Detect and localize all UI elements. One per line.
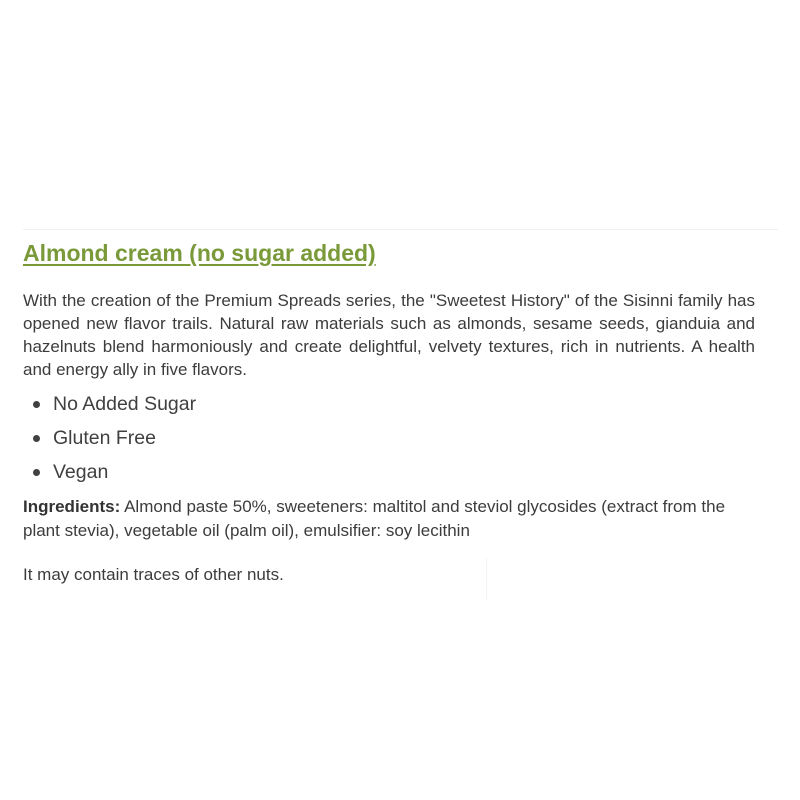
product-title-link[interactable]: Almond cream (no sugar added)	[23, 240, 376, 266]
feature-label: Gluten Free	[53, 427, 156, 449]
bullet-icon	[33, 435, 40, 442]
ingredients-paragraph	[23, 495, 755, 543]
bullet-icon	[33, 401, 40, 408]
feature-list	[23, 387, 755, 489]
product-description-section	[23, 237, 755, 587]
bullet-icon	[33, 469, 40, 476]
ingredients-text: Almond paste 50%, sweeteners: maltitol and steviol glycosides (extract from the plant stevia), vegetable oil (palm oil), emulsifier: soy lecithin	[23, 497, 726, 540]
section-divider	[23, 229, 778, 230]
faint-divider	[486, 558, 487, 600]
feature-item-no-added-sugar	[23, 387, 755, 421]
ingredients-label: Ingredients:	[23, 497, 121, 516]
product-description: With the creation of the Premium Spreads series, the "Sweetest History" of the Sisinni family has opened new flavor trails. Natural raw materials such as almonds, sesame seeds, gianduia and hazelnuts blend harmoniously and create delightful, velvety textures, rich in nutrients. A health and energy ally in five flavors.	[23, 291, 755, 379]
allergen-note: It may contain traces of other nuts.	[23, 565, 284, 584]
feature-label: No Added Sugar	[53, 393, 197, 415]
feature-label: Vegan	[53, 461, 109, 483]
feature-item-gluten-free	[23, 421, 755, 455]
feature-item-vegan	[23, 455, 755, 489]
